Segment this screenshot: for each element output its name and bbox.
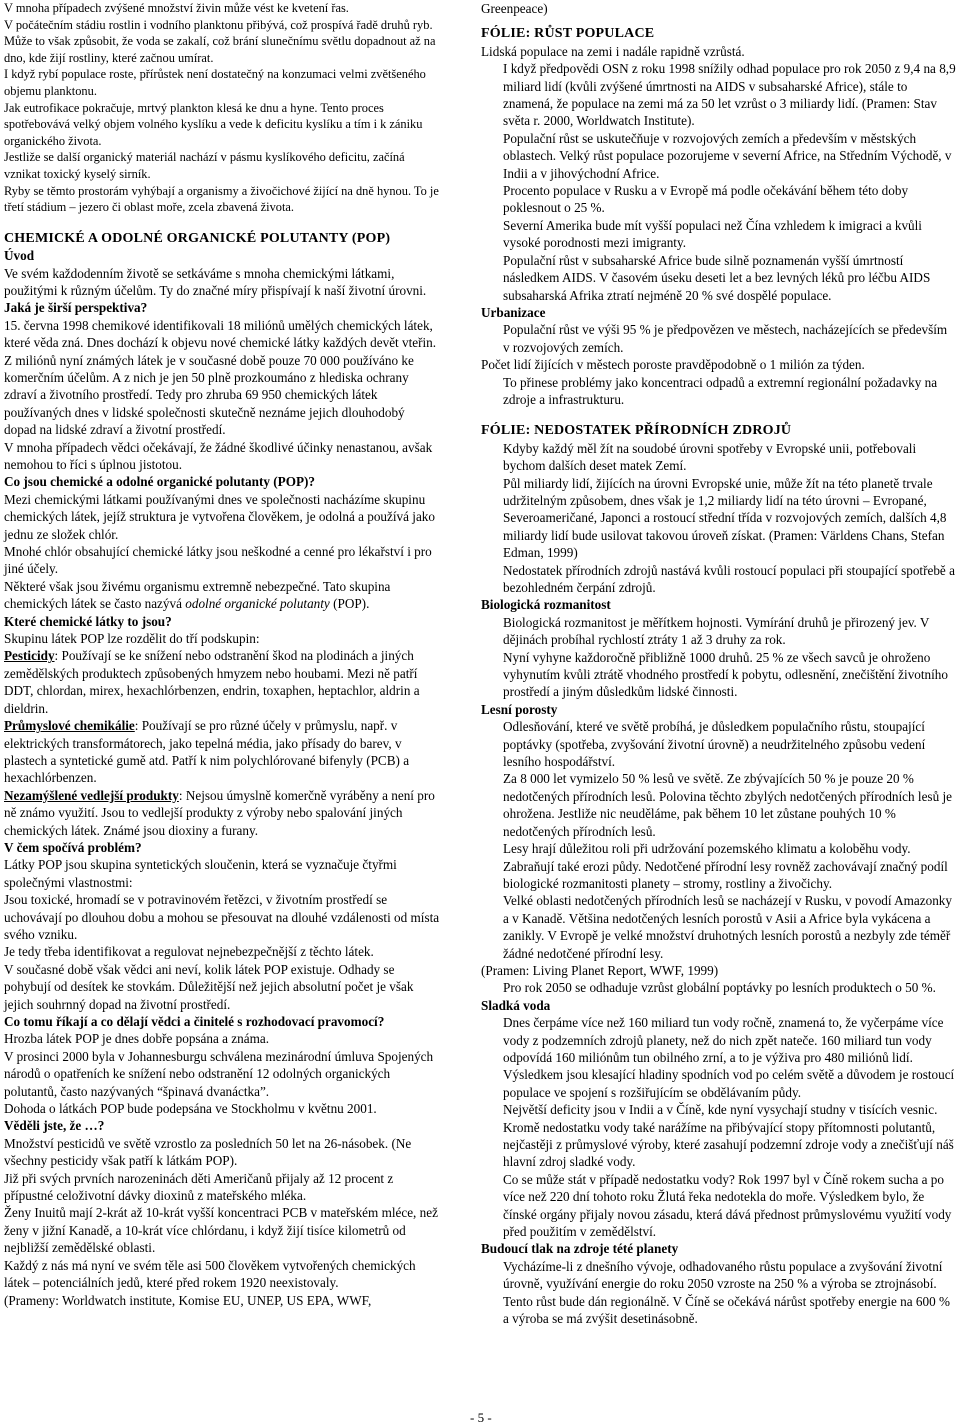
paragraph: Lesy hrají důležitou roli při udržování pozemského klimatu a koloběhu vody. Zabraňují také erozi půdy. Nedotčené přírodní lesy rovněž zachovávají značný podíl biologické rozmanitosti planety – stromy, rostliny a živočichy. <box>503 841 948 891</box>
subheading-uvod: Úvod <box>4 248 35 264</box>
paragraph: Počet lidí žijících v městech poroste pravděpodobně o 1 milión za týden. <box>481 357 865 373</box>
paragraph: Půl miliardy lidí, žijících na úrovni Evropské unie, může žít na této planetě trvale udržitelným způsobem, dnes však je 1,2 miliardy lidí na této úrovni – Evropané, Severoameričané, Japonci a rostoucí střední třída v rozvojových zemích, dalších 4,8 miliardy lidí bude usilovat takovou úroveň získat. (Pramen: Världens Chans, Stefan Edman, 1999) <box>503 475 947 561</box>
question-heading: V čem spočívá problém? <box>4 839 142 855</box>
term-label: Nezamýšlené vedlejší produkty <box>4 787 179 803</box>
italic-term: odolné organické polutanty <box>185 596 330 612</box>
subheading-freshwater: Sladká voda <box>481 997 551 1013</box>
paragraph: Výsledkem jsou klesající hladiny spodních vod po celém světě a důvodem je rostoucí populace ve spojení s rozšiřujícím se obdělávaním půdy. <box>503 1067 955 1100</box>
paragraph: V počátečním stádiu rostlin i vodního planktonu přibývá, což prospívá řadě druhů ryb. Může to však způsobit, že voda se zakalí, což brání slunečnímu světlu dopadnout až na dno, kde žijí rostliny, které začnou umírat. <box>4 17 436 65</box>
paragraph: Kdyby každý měl žít na soudobé úrovni spotřeby v Evropské unii, potřebovali bychom dalších deset matek Zemí. <box>503 440 917 474</box>
paragraph: Populační růst se uskutečňuje v rozvojových zemích a především v městských oblastech. Velký růst populace pozorujeme v severní Africe, na Středním Východě, v Indii a v jihovýchodní Africe. <box>503 130 952 181</box>
text-run: (POP). <box>329 596 370 612</box>
question-heading: Věděli jste, že …? <box>4 1118 105 1134</box>
paragraph: Jsou toxické, hromadí se v potravinovém řetězci, v životním prostředí se uchovávají po dlouhou dobu a mohou se přesouvat na dlouhé vzdálenosti od místa svého vzniku. <box>4 892 440 942</box>
paragraph: Lidská populace na zemi i nadále rapidně vzrůstá. <box>481 43 745 59</box>
text-run: Některé však jsou živému organismu extremně nebezpečné. Tato skupina chemických látek se často nazývá <box>4 578 391 612</box>
paragraph: Za 8 000 let vymizelo 50 % lesů ve světě. Ze zbývajících 50 % je pouze 20 % nedotčených přírodních lesů. Polovina těchto zbylých nedotčených přírodních lesů je ohrožena. Jestliže nic neuděláme, pak během 10 let zůstane pouhých 10 % nedotčených přírodních lesů. <box>503 771 952 839</box>
paragraph: Dohoda o látkách POP bude podepsána ve Stockholmu v květnu 2001. <box>4 1101 377 1117</box>
paragraph: (Pramen: Living Planet Report, WWF, 1999) <box>481 962 719 978</box>
paragraph: Již při svých prvních narozeninách děti Američanů přijaly až 12 procent z přípustné celoživotní dávky dioxinů z mateřského mléka. <box>4 1170 394 1204</box>
paragraph: Jestliže se další organický materiál nachází v pásmu kyslíkového deficitu, začíná vznikat toxický kyselý sirník. <box>4 150 405 181</box>
paragraph: Biologická rozmanitost je měřítkem hojnosti. Vymírání druhů je přirozený jev. V dějinách probíhal rychlostí ztráty 1 až 3 druhy za rok. <box>503 614 930 648</box>
paragraph: Mezi chemickými látkami používanými dnes ve společnosti nacházíme skupinu chemických látek, jejíž struktura je vytvořena člověkem, je odolná a používá jako jednu ze složek chlór. <box>4 491 435 542</box>
paragraph: Procento populace v Rusku a v Evropě má podle očekávání během této doby poklesnout o 25 %. <box>503 183 909 216</box>
page-number: - 5 - <box>470 1410 492 1425</box>
paragraph <box>4 647 440 717</box>
question-heading: Co jsou chemické a odolné organické polutanty (POP)? <box>4 474 315 490</box>
paragraph: Ryby se těmto prostorám vyhýbají a organismy a živočichové žijící na dně hynou. To je třetí stádium – jezero či oblast moře, zcela zbavená života. <box>4 183 439 215</box>
paragraph: Nyní vyhyne každoročně přibližně 1000 druhů. 25 % ze všech savců je ohroženo vyhynutím kvůli ztrátě vhodného prostředí k pobytu, odlesnění, znečištění životního prostředí a jiným důsledkům lidské činnosti. <box>503 649 948 700</box>
paragraph: Každý z nás má nyní ve svém těle asi 500 člověkem vytvořených chemických látek – potenciálních jedů, které před rokem 1920 neexistovaly. <box>4 1257 416 1291</box>
paragraph: Populační růst ve výši 95 % je předpovězen ve městech, nacházejících se především v rozvojových zemích. <box>503 322 948 355</box>
paragraph: Severní Amerika bude mít vyšší populaci než Čína vzhledem k imigraci a kvůli vysoké porodnosti mezi imigranty. <box>503 217 922 251</box>
paragraph: Největší deficity jsou v Indii a v Číně, kde nyní vysychají studny v tisících vesnic. <box>503 1102 938 1118</box>
paragraph <box>4 578 440 613</box>
paragraph: V mnoha případech vědci očekávají, že žádné škodlivé účinky nenastanou, avšak nemohou to říci s úplnou jistotou. <box>4 439 433 472</box>
paragraph: I když předpovědi OSN z roku 1998 snížily odhad populace pro rok 2050 z 9,4 na 8,9 miliard lidí (kvůli zvýšené úmrtnosti na AIDS v subsaharské Africe), stále to znamená, že populace na zemi má za 50 let vzrůst o 3 miliardy lidí. (Pramen: Stav světa r. 2000, Worldwatch Institute). <box>503 61 956 129</box>
question-heading: Jaká je širší perspektiva? <box>4 300 148 316</box>
paragraph: Dnes čerpáme více než 160 miliard tun vody ročně, znamená to, že vyčerpáme více vody z podzemních zdrojů planety, než do nich zpět nateče. 160 miliard tun vody odpovídá 160 miliónům tun obilného zrní, a to je výživa pro 480 miliónů lidí. <box>503 1015 944 1065</box>
subheading-biodiversity: Biologická rozmanitost <box>481 597 611 613</box>
paragraph: Populační růst v subsaharské Africe bude silně poznamenán vyšší úmrtností následkem AIDS. V časovém úseku deseti let a bez levných léků pro léčbu AIDS subsaharská Afrika ztratí nejméně 20 % své dospělé populace. <box>503 252 931 303</box>
term-label: Pesticidy <box>4 648 55 664</box>
paragraph <box>4 787 440 839</box>
paragraph: Množství pesticidů ve světě vzrostlo za posledních 50 let na 26-násobek. (Ne všechny pesticidy však patří k látkám POP). <box>4 1135 412 1169</box>
paragraph: Jak eutrofikace pokračuje, mrtvý plankton klesá ke dnu a hyne. Tento proces spotřebovává velký objem volného kyslíku a vede k deficitu kyslíku a tím i k zániku organického života. <box>4 100 423 148</box>
paragraph: Odlesňování, které ve světě probíhá, je důsledkem populačního růstu, stoupající poptávky (spotřeba, zvyšování životní úrovně) a neudržitelného způsobu vedení lesního hospodářství. <box>503 719 926 770</box>
text-run: : Používají se ke snížení nebo odstranění škod na plodinách a jiných zemědělských produktech způsobených hmyzem nebo houbami. Mezi ně patří DDT, chlordan, mirex, hexachlórbenzen, endrin, toxaphen, heptachlor, aldrin a dieldrin. <box>4 648 420 716</box>
paragraph: To přinese problémy jako koncentraci odpadů a extremní regionální požadavky na zdroje a infrastrukturu. <box>503 374 938 407</box>
paragraph: Ve svém každodenním životě se setkáváme s mnoha chemickými látkami, použitými k různým účelům. Ty do značné míry přispívají k naší životní úrovni. <box>4 265 427 298</box>
subheading-urbanization: Urbanizace <box>481 304 546 320</box>
paragraph: 15. června 1998 chemikové identifikovali 18 miliónů umělých chemických látek, které věda zná. Dnes dochází k objevu nové chemické látky každých devět vteřin. <box>4 317 437 351</box>
paragraph: V prosinci 2000 byla v Johannesburgu schválena mezinárodní úmluva Spojených národů o opatřeních ke snížení nebo odstranění 12 odolných organických polutantů, často nazývaných “špinavá dvanáctka”. <box>4 1048 434 1099</box>
paragraph: Ženy Inuitů mají 2-krát až 10-krát vyšší koncentraci PCB v mateřském mléce, než ženy v jižní Kanadě, a 10-krát více chlórdanu, i když žijí tisíce kilometrů od nejbližší zemědělské oblasti. <box>4 1205 438 1256</box>
subheading-future-pressure: Budoucí tlak na zdroje tété planety <box>481 1241 679 1257</box>
paragraph <box>4 717 440 787</box>
paragraph: V mnoha případech zvýšené množství živin může vést ke kvetení řas. <box>4 1 349 15</box>
slide-title-population: FÓLIE: RŮST POPULACE <box>481 26 655 42</box>
slide-title-resources: FÓLIE: NEDOSTATEK PŘÍRODNÍCH ZDROJŮ <box>481 423 792 439</box>
paragraph: I když rybí populace roste, přírůstek není dostatečný na konzumaci velmi zvětšeného objemu planktonu. <box>4 67 426 98</box>
right-column <box>481 0 957 1327</box>
paragraph: (Prameny: Worldwatch institute, Komise EU, UNEP, US EPA, WWF, <box>4 1292 372 1308</box>
text-run: : Používají se pro různé účely v průmyslu, např. v elektrických transformátorech, jako tepelná média, jako přísady do barev, v plastech a syntetické gumě atd. Patří k nim polychlórované bifenyly (PCB) a hexachlórbenzen. <box>4 718 410 786</box>
paragraph: Látky POP jsou skupina syntetických sloučenin, která se vyznačuje čtyřmi společnými vlastnostmi: <box>4 857 397 890</box>
paragraph: V současné době však vědci ani neví, kolik látek POP existuje. Odhady se pohybují od desítek ke stovkám. Důležitější než jejich absolutní počet je však jejich souhrnný dopad na životní prostředí. <box>4 961 414 1012</box>
paragraph: Nedostatek přírodních zdrojů nastává kvůli rostoucí populaci při stoupající spotřebě a bezohledném čerpání zdrojů. <box>503 562 955 595</box>
question-heading: Co tomu říkají a co dělají vědci a činitelé s rozhodovací pravomocí? <box>4 1014 385 1029</box>
section-title-pop: CHEMICKÉ A ODOLNÉ ORGANICKÉ POLUTANTY (POP) <box>4 230 391 246</box>
paragraph: Mnohé chlór obsahující chemické látky jsou neškodné a cenné pro lékařství i pro jiné účely. <box>4 544 432 577</box>
paragraph: Greenpeace) <box>481 1 548 16</box>
paragraph: Hrozba látek POP je dnes dobře popsána a známa. <box>4 1031 270 1047</box>
term-label: Průmyslové chemikálie <box>4 718 135 734</box>
paragraph: Z miliónů nyní známých látek je v současné době pouze 70 000 používáno ke komerčním účelům. A z nich je jen 50 plně prozkoumáno z hlediska ochrany zdraví a životního prostředí. Tedy pro zhruba 69 950 chemických látek používaných dnes v lidské společnosti skutečně neznáme jejich dlouhodobý dopad na lidské zdraví a životní prostředí. <box>4 352 414 438</box>
paragraph: Pro rok 2050 se odhaduje vzrůst globální poptávky po lesních produktech o 50 %. <box>503 980 936 996</box>
left-column <box>4 0 440 1309</box>
paragraph: Kromě nedostatku vody také narážíme na přibývající stopy přítomnosti polutantů, nejčastěji z průmyslové výroby, které zasahují podzemní zdroje vody a znečišťují náš hlavní zdroj sladké vody. <box>503 1119 954 1170</box>
paragraph: Velké oblasti nedotčených přírodních lesů se nacházejí v Rusku, v povodí Amazonky a v Kanadě. Většina nedotčených lesních porostů v Asii a Africe byla vykácena a zanikly. V Evropě je velké množství druhotných lesních porostů a nezbyly zde téměř žádné nedotčené přírodní lesy. <box>503 893 952 961</box>
paragraph: Skupinu látek POP lze rozdělit do tří podskupin: <box>4 631 260 647</box>
text-run: : Nejsou úmyslně komerčně vyráběny a není pro ně známo využití. Jsou to vedlejší produkty z výroby nebo spalování jiných chemických látek. Známé jsou dioxiny a furany. <box>4 787 435 838</box>
subheading-forests: Lesní porosty <box>481 701 558 717</box>
paragraph: Vycházíme-li z dnešního vývoje, odhadovaného růstu populace a zvyšování životní úrovně, využívání energie do roku 2050 vzroste na 250 % a výroba se ztrojnásobí. <box>503 1258 943 1292</box>
question-heading: Které chemické látky to jsou? <box>4 613 172 629</box>
paragraph: Je tedy třeba identifikovat a regulovat nejnebezpečnější z těchto látek. <box>4 944 374 960</box>
paragraph: Co se může stát v případě nedostatku vody? Rok 1997 byl v Číně rokem sucha a po více než 220 dní tohoto roku Žlutá řeka nedotekla do moře. Výsledkem bylo, že čínské orgány přijaly novou zásadu, která dává přednost průmyslovému využití vody před použitím v zemědělství. <box>503 1171 952 1240</box>
paragraph: Tento růst bude dán regionálně. V Číně se očekává nárůst spotřeby energie na 600 % a výroba se má zvýšit desetinásobně. <box>503 1293 950 1327</box>
